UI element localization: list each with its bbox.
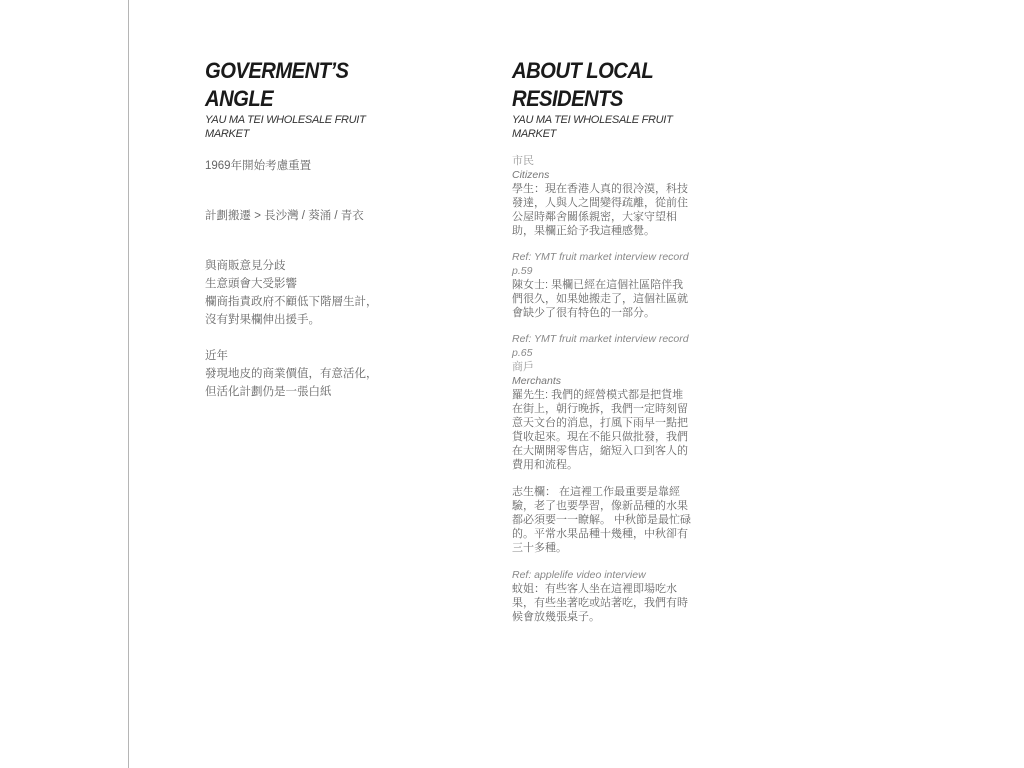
merchants-label-en: Merchants bbox=[512, 375, 562, 387]
land-value-text: 發現地皮的商業價值，有意活化， bbox=[205, 368, 378, 380]
reference-2-page: p.65 bbox=[512, 347, 533, 359]
page-edge-line bbox=[128, 0, 129, 768]
citizens-label-en: Citizens bbox=[512, 169, 550, 181]
merchant-criticism-text: 欄商指責政府不顧低下階層生計， bbox=[205, 296, 378, 308]
relocation-year-text: 1969年開始考慮重置 bbox=[205, 160, 312, 172]
man-quote: 蚊姐：有些客人坐在這裡即場吃水果，有些坐著吃或站著吃，我們有時候會放幾張桌子。 bbox=[512, 583, 688, 623]
subtitle-line-1: YAU MA TEI WHOLESALE FRUIT bbox=[512, 114, 673, 126]
local-residents-column bbox=[512, 57, 697, 624]
law-quote: 羅先生: 我們的經營模式都是把貨堆在街上，朝行晚拆，我們一定時刻留意天文台的消息，打風下雨早一點把貨收起來。現在不能只做批發，我們在大閘開零售店，縮短入口到客人的費用和流程。 bbox=[512, 389, 688, 471]
citizens-label-zh: 市民 bbox=[512, 155, 534, 167]
subtitle-line-2: MARKET bbox=[205, 128, 250, 140]
student-quote: 學生：現在香港人真的很冷漠，科技發達，人與人之間變得疏離，從前住公屋時鄰舍關係親密，大家守望相助，果欄正給予我這種感覺。 bbox=[512, 183, 688, 237]
government-angle-column bbox=[205, 57, 390, 401]
title-line-1: ABOUT LOCAL bbox=[512, 58, 654, 83]
chan-quote: 陳女士: 果欄已經在這個社區陪伴我們很久，如果她搬走了，這個社區就會缺少了很有特色的一部分。 bbox=[512, 279, 688, 319]
business-impact-text: 生意頭會大受影響 bbox=[205, 278, 297, 290]
no-support-text: 沒有對果欄伸出援手。 bbox=[205, 314, 320, 326]
subtitle-line-1: YAU MA TEI WHOLESALE FRUIT bbox=[205, 114, 366, 126]
government-angle-title bbox=[205, 57, 375, 113]
reference-2-source: Ref: YMT fruit market interview record bbox=[512, 333, 689, 345]
relocation-plan-text: 計劃搬遷 > 長沙灣 / 葵涌 / 青衣 bbox=[205, 210, 364, 222]
recent-years-text: 近年 bbox=[205, 350, 228, 362]
title-line-2: RESIDENTS bbox=[512, 86, 623, 111]
chi-sang-quote: 志生欄： 在這裡工作最重要是靠經驗，老了也要學習，像新品種的水果都必須要一一瞭解。 中秋節是最忙碌的。平常水果品種十幾種，中秋卻有三十多種。 bbox=[512, 486, 692, 554]
reference-1 bbox=[512, 250, 697, 278]
title-line-1: GOVERMENT’S bbox=[205, 58, 349, 83]
title-line-2: ANGLE bbox=[205, 86, 274, 111]
local-residents-title bbox=[512, 57, 682, 113]
merchants-label-zh: 商戶 bbox=[512, 361, 534, 373]
residents-subtitle bbox=[512, 113, 697, 141]
reference-2 bbox=[512, 332, 697, 360]
government-subtitle bbox=[205, 113, 390, 141]
revitalization-text: 但活化計劃仍是一張白紙 bbox=[205, 386, 332, 398]
disagreement-text: 與商販意見分歧 bbox=[205, 260, 286, 272]
reference-1-source: Ref: YMT fruit market interview record bbox=[512, 251, 689, 263]
subtitle-line-2: MARKET bbox=[512, 128, 557, 140]
reference-3: Ref: applelife video interview bbox=[512, 569, 646, 581]
reference-1-page: p.59 bbox=[512, 265, 533, 277]
